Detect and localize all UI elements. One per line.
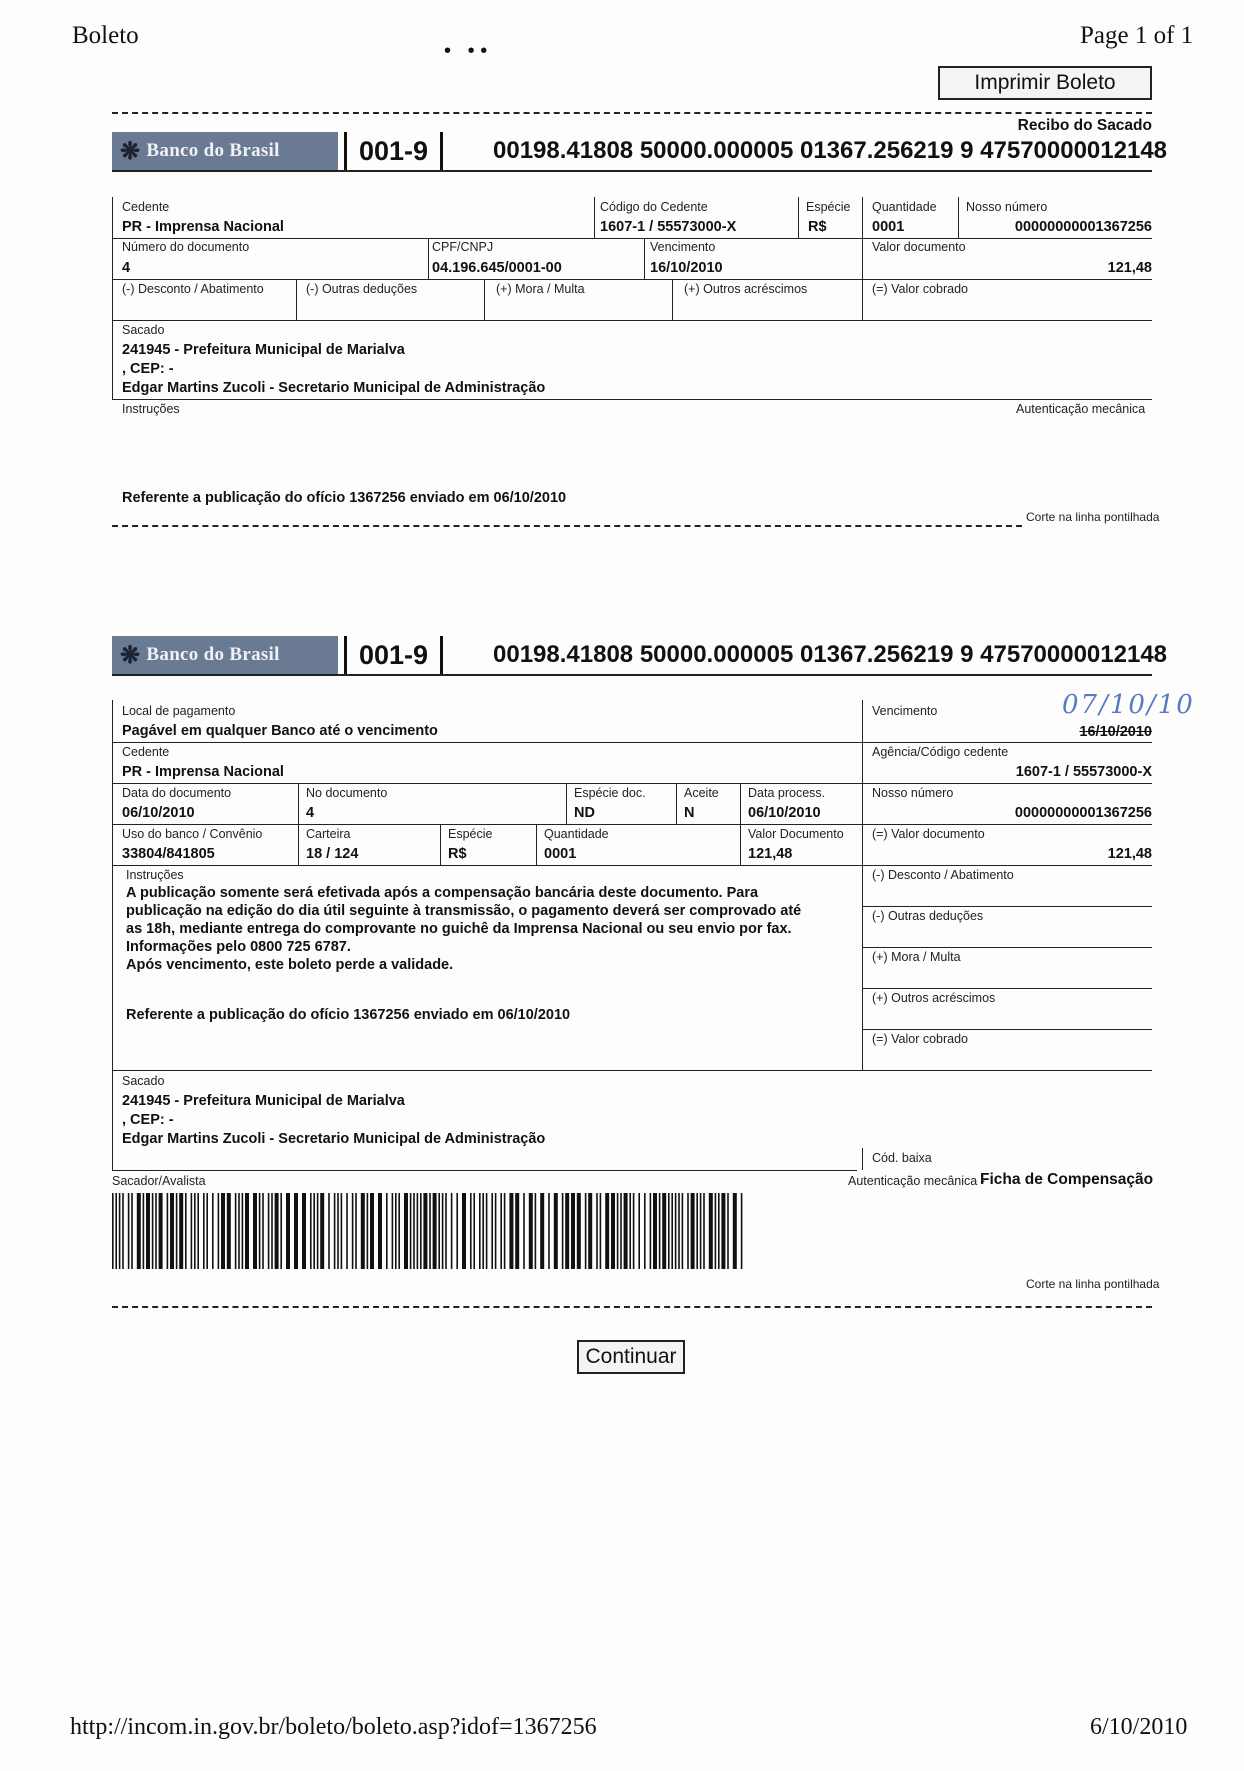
grid-line [566,783,567,824]
label-autenticacao-ficha: Autenticação mecânica - [848,1174,985,1188]
value-quantidade: 0001 [872,219,905,235]
barcode-bar [715,1193,717,1269]
value-especie-doc: ND [574,805,595,821]
barcode-bar [176,1193,178,1269]
value-numero-documento: 4 [122,260,131,276]
barcode-bar [346,1193,348,1269]
barcode-bar [682,1193,684,1269]
label-instrucoes-ficha: Instruções [126,868,184,882]
receipt-digitable-line: 00198.41808 50000.000005 01367.256219 9 47570000012148 [493,137,1168,164]
barcode-bar [577,1193,581,1269]
page-title: Boleto [72,22,139,49]
label-codigo-cedente: Código do Cedente [600,200,708,214]
barcode-bar [445,1193,447,1269]
barcode-bar [128,1193,130,1269]
barcode-bar [361,1193,365,1269]
value-data-documento: 06/10/2010 [122,805,195,821]
dots-decoration: • • • [444,40,488,62]
sacado-ficha-line3: Edgar Martins Zucoli - Secretario Municipal de Administração [122,1131,546,1147]
label-agencia-codigo: Agência/Código cedente [872,745,1009,759]
barcode-bar [191,1193,193,1269]
barcode-bar [611,1193,615,1269]
barcode-bar [259,1193,261,1269]
grid-line [112,700,113,1170]
barcode-bar [562,1193,564,1269]
barcode-bar [675,1193,677,1269]
label-quantidade: Quantidade [872,200,937,214]
barcode-bar [718,1193,720,1269]
value-especie-ficha: R$ [448,846,467,862]
instruction-line: Informações pelo 0800 725 6787. [126,939,351,955]
barcode-bar [227,1193,231,1269]
barcode-bar [482,1193,484,1269]
label-valor-documento-ficha: (=) Valor documento [872,827,985,841]
barcode-bar [668,1193,670,1269]
barcode-bar [653,1193,657,1269]
barcode-bar [367,1193,369,1269]
barcode-bar [159,1193,163,1269]
instructions-block [126,884,856,974]
label-no-documento: No documento [306,786,388,800]
handwritten-date: 07/10/10 [1062,690,1195,720]
barcode-bar [500,1193,502,1269]
barcode-bar [696,1193,698,1269]
barcode-bar [194,1193,196,1269]
grid-line [112,865,1152,866]
label-outros-acrescimos: (+) Outros acréscimos [684,282,808,296]
page-url: http://incom.in.gov.br/boleto/boleto.asp?idof=1367256 [70,1714,597,1740]
grid-line [428,238,429,279]
barcode-bar [395,1193,397,1269]
label-vencimento: Vencimento [650,240,716,254]
barcode-bar [253,1193,257,1269]
barcode-bar [203,1193,205,1269]
label-nosso-numero: Nosso número [966,200,1048,214]
grid-line [112,1170,857,1171]
label-desconto-ficha: (-) Desconto / Abatimento [872,868,1014,882]
barcode-bar [486,1193,488,1269]
barcode-bar [317,1193,319,1269]
value-cedente-ficha: PR - Imprensa Nacional [122,764,284,780]
grid-line [112,824,1152,825]
value-valor-documento-mid: 121,48 [748,846,793,862]
barcode-bar [352,1193,354,1269]
barcode-bar [392,1193,394,1269]
grid-line [112,783,1152,784]
label-especie-doc: Espécie doc. [574,786,646,800]
label-desconto: (-) Desconto / Abatimento [122,282,264,296]
barcode-bar [733,1193,737,1269]
cut-dashed-line [112,525,1022,527]
value-cedente: PR - Imprensa Nacional [122,219,284,235]
barcode-bar [691,1193,695,1269]
bank-logo-icon: ❋ [120,642,141,669]
barcode-bar [700,1193,702,1269]
grid-line [112,399,1152,400]
label-numero-documento: Número do documento [122,240,250,254]
barcode-bar [398,1193,400,1269]
barcode-bar [600,1193,602,1269]
barcode-bar [245,1193,249,1269]
label-instrucoes: Instruções [122,402,180,416]
receipt-header-rule [112,170,1152,172]
barcode-bar [588,1193,592,1269]
barcode-bar [617,1193,619,1269]
barcode-bar [197,1193,199,1269]
label-valor-cobrado-ficha: (=) Valor cobrado [872,1032,968,1046]
barcode-bar [275,1193,279,1269]
barcode-bar [112,1193,114,1269]
grid-line [740,783,741,865]
barcode [112,1193,746,1269]
barcode-bar [633,1193,635,1269]
value-valor-documento-ficha: 121,48 [1107,846,1152,862]
grid-line [112,197,113,400]
grid-line [862,988,1152,989]
barcode-bar [429,1193,431,1269]
grid-line [862,906,1152,907]
barcode-bar [491,1193,493,1269]
barcode-bar [404,1193,408,1269]
barcode-bar [638,1193,640,1269]
barcode-bar [554,1193,558,1269]
label-especie: Espécie [806,200,851,214]
barcode-bar [620,1193,622,1269]
barcode-bar [470,1193,472,1269]
receipt-referente: Referente a publicação do ofício 1367256 enviado em 06/10/2010 [122,490,567,506]
sacado-ficha-line2: , CEP: - [122,1112,174,1128]
grid-line [536,824,537,865]
label-autenticacao: Autenticação mecânica [1016,402,1146,416]
value-nosso-numero: 00000000001367256 [1014,219,1152,235]
value-aceite: N [684,805,695,821]
value-carteira: 18 / 124 [306,846,359,862]
barcode-bar [328,1193,330,1269]
grid-line [112,238,1152,239]
label-sacado: Sacado [122,323,165,337]
value-local-pagamento: Pagável em qualquer Banco até o vencimento [122,723,438,739]
barcode-bar [721,1193,725,1269]
barcode-bar [565,1193,569,1269]
barcode-bar [320,1193,324,1269]
grid-line [958,197,959,239]
sacado-line2: , CEP: - [122,361,174,377]
label-data-documento: Data do documento [122,786,232,800]
barcode-bar [438,1193,440,1269]
barcode-bar [495,1193,497,1269]
barcode-bar [515,1193,519,1269]
barcode-bar [221,1193,225,1269]
barcode-bar [355,1193,357,1269]
grid-line [862,1148,863,1170]
barcode-bar [529,1193,533,1269]
label-outras-deducoes-ficha: (-) Outras deduções [872,909,984,923]
barcode-bar [115,1193,117,1269]
barcode-bar [442,1193,444,1269]
grid-line [594,197,595,239]
instruction-line: Após vencimento, este boleto perde a validade. [126,957,454,973]
sacado-ficha-line1: 241945 - Prefeitura Municipal de Marialva [122,1093,405,1109]
barcode-bar [235,1193,237,1269]
barcode-bar [155,1193,157,1269]
value-especie: R$ [808,219,827,235]
barcode-bar [167,1193,169,1269]
grid-line [862,700,863,1070]
grid-line [298,783,299,865]
barcode-bar [185,1193,187,1269]
label-cedente: Cedente [122,200,170,214]
print-boleto-button[interactable]: Imprimir Boleto [938,66,1152,100]
barcode-bar [548,1193,550,1269]
barcode-bar [709,1193,713,1269]
value-cpf-cnpj: 04.196.645/0001-00 [432,260,562,276]
barcode-bar [386,1193,388,1269]
bank-logo-icon: ❋ [120,138,141,165]
barcode-bar [629,1193,631,1269]
barcode-bar [286,1193,290,1269]
value-no-documento: 4 [306,805,315,821]
label-local-pagamento: Local de pagamento [122,704,236,718]
receipt-heading: Recibo do Sacado [1017,117,1152,134]
grid-line [672,279,673,320]
label-quantidade-ficha: Quantidade [544,827,609,841]
grid-line [484,279,485,320]
label-uso-banco: Uso do banco / Convênio [122,827,263,841]
barcode-bar [473,1193,475,1269]
grid-line [112,1070,1152,1071]
barcode-bar [423,1193,427,1269]
grid-line [862,1029,1152,1030]
ficha-digitable-line: 00198.41808 50000.000005 01367.256219 9 47570000012148 [493,641,1168,668]
barcode-bar [370,1193,374,1269]
instruction-line: A publicação somente será efetivada após a compensação bancária deste documento. Para [126,885,759,901]
barcode-bar [341,1193,343,1269]
barcode-bar [302,1193,306,1269]
value-agencia-codigo: 1607-1 / 55573000-X [1015,764,1152,780]
barcode-bar [523,1193,525,1269]
barcode-bar [334,1193,336,1269]
ficha-bank-code: 001-9 [344,636,443,674]
label-valor-cobrado: (=) Valor cobrado [872,282,968,296]
grid-line [798,197,799,239]
value-nosso-numero-ficha: 00000000001367256 [1014,805,1152,821]
barcode-bar [280,1193,282,1269]
barcode-bar [535,1193,537,1269]
label-sacador-avalista: Sacador/Avalista [112,1174,206,1188]
barcode-bar [671,1193,673,1269]
grid-line [676,783,677,824]
barcode-bar [262,1193,264,1269]
label-outros-acrescimos-ficha: (+) Outros acréscimos [872,991,996,1005]
barcode-bar [585,1193,587,1269]
barcode-bar [605,1193,609,1269]
top-dashed-divider [112,112,1152,114]
label-outras-deducoes: (-) Outras deduções [306,282,418,296]
barcode-bar [131,1193,133,1269]
value-vencimento-ficha: 16/10/2010 [1079,724,1152,740]
barcode-bar [687,1193,689,1269]
barcode-bar [509,1193,513,1269]
barcode-bar [644,1193,646,1269]
value-data-process: 06/10/2010 [748,805,821,821]
ficha-bank-logo: ❋ Banco do Brasil 001-9 [112,636,443,674]
barcode-bar [119,1193,121,1269]
value-codigo-cedente: 1607-1 / 55573000-X [600,219,737,235]
barcode-bar [206,1193,208,1269]
barcode-bar [703,1193,705,1269]
barcode-bar [504,1193,506,1269]
ficha-referente: Referente a publicação do ofício 1367256 enviado em 06/10/2010 [126,1007,571,1023]
barcode-bar [143,1193,145,1269]
label-valor-documento-mid: Valor Documento [748,827,844,841]
instruction-line: publicação na edição do dia útil seguinte à transmissão, o pagamento deverá ser comprovado até [126,903,802,919]
barcode-bar [417,1193,419,1269]
barcode-bar [137,1193,141,1269]
sacado-line3: Edgar Martins Zucoli - Secretario Municipal de Administração [122,380,546,396]
grid-line [112,742,1152,743]
barcode-bar [624,1193,628,1269]
label-data-process: Data process. [748,786,826,800]
ficha-header-rule [112,674,1152,676]
barcode-bar [571,1193,575,1269]
value-uso-banco: 33804/841805 [122,846,215,862]
value-valor-documento: 121,48 [1107,260,1152,276]
label-vencimento-ficha: Vencimento [872,704,938,718]
barcode-bar [451,1193,453,1269]
label-cod-baixa: Cód. baixa [872,1151,932,1165]
barcode-bar [596,1193,598,1269]
label-cpf-cnpj: CPF/CNPJ [432,240,494,254]
receipt-bank-code: 001-9 [344,132,443,170]
barcode-bar [294,1193,298,1269]
barcode-bar [433,1193,437,1269]
barcode-bar [218,1193,220,1269]
barcode-bar [662,1193,666,1269]
barcode-bar [268,1193,270,1269]
value-vencimento: 16/10/2010 [650,260,723,276]
barcode-bar [650,1193,652,1269]
page-number: Page 1 of 1 [1080,22,1194,49]
grid-line [296,279,297,320]
grid-line [862,197,863,320]
label-corte: Corte na linha pontilhada [1026,510,1160,524]
grid-line [112,320,1152,321]
label-cedente-ficha: Cedente [122,745,170,759]
barcode-bar [413,1193,415,1269]
barcode-bar [122,1193,124,1269]
barcode-bar [170,1193,174,1269]
label-sacado-ficha: Sacado [122,1074,165,1088]
barcode-bar [271,1193,273,1269]
barcode-bar [410,1193,412,1269]
label-mora-multa: (+) Mora / Multa [496,282,585,296]
receipt-bank-logo: ❋ Banco do Brasil 001-9 [112,132,443,170]
grid-line [862,947,1152,948]
label-especie-ficha: Espécie [448,827,493,841]
barcode-bar [238,1193,240,1269]
continue-button[interactable]: Continuar [577,1340,685,1374]
grid-line [644,238,645,279]
grid-line [440,824,441,865]
label-valor-documento: Valor documento [872,240,966,254]
label-corte-ficha: Corte na linha pontilhada [1026,1277,1160,1291]
sacado-line1: 241945 - Prefeitura Municipal de Marialva [122,342,405,358]
label-aceite: Aceite [684,786,719,800]
barcode-bar [313,1193,315,1269]
barcode-bar [146,1193,150,1269]
barcode-bar [659,1193,661,1269]
barcode-bar [242,1193,244,1269]
barcode-bar [179,1193,183,1269]
label-mora-multa-ficha: (+) Mora / Multa [872,950,961,964]
barcode-bar [456,1193,458,1269]
barcode-bar [462,1193,466,1269]
value-quantidade-ficha: 0001 [544,846,577,862]
barcode-bar [152,1193,154,1269]
barcode-bar [678,1193,680,1269]
barcode-bar [479,1193,481,1269]
instruction-line: as 18h, mediante entrega do comprovante no guichê da Imprensa Nacional ou seu envio por fax. [126,921,792,937]
barcode-bar [212,1193,214,1269]
ficha-title: Ficha de Compensação [980,1171,1154,1188]
barcode-bar [337,1193,339,1269]
label-nosso-numero-ficha: Nosso número [872,786,954,800]
barcode-bar [378,1193,382,1269]
barcode-bar [310,1193,312,1269]
barcode-bar [420,1193,422,1269]
page-date: 6/10/2010 [1090,1714,1188,1740]
barcode-bar [727,1193,729,1269]
grid-line [112,279,1152,280]
barcode-bar [741,1193,743,1269]
label-carteira: Carteira [306,827,351,841]
barcode-bar [540,1193,544,1269]
bottom-dashed-divider [112,1306,1152,1308]
